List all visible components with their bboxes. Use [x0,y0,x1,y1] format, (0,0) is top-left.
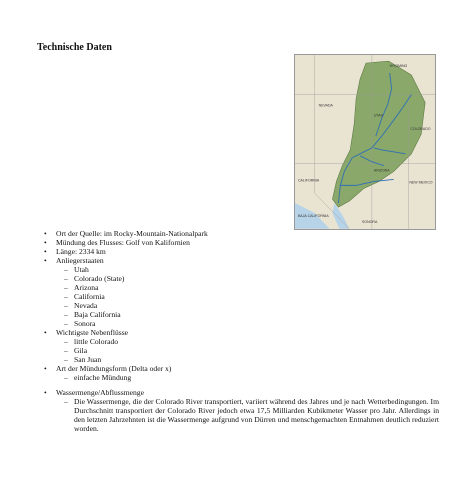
water-label: Wassermenge/Abflussmenge [56,388,144,397]
map-label-arizona: ARIZONA [373,168,390,173]
bullet-icon: • [44,247,47,256]
water-text: Die Wassermenge, die der Colorado River transportiert, variiert während des Jahres und je nach Wetterbedingungen. Im Durchschnitt transportiert der Colorado River jedoch etwa 17,5 Milliarden Kubikmeter Wasser pro Jahr. Allerdings in den letzten Jahrzehnten ist die Wassermenge aufgrund von Dürren und menschgemachten Entnahmen deutlich reduziert worden. [74,397,439,433]
state-text: Utah [74,265,89,274]
state-item: – Utah [64,265,89,274]
bullet-icon: • [44,388,47,397]
tributary-item: – Gila [64,346,88,355]
state-item: – Arizona [64,283,99,292]
basin-map-graphic [295,55,435,229]
list-item-tributaries [44,328,439,337]
mouth-type-item: – einfache Mündung [64,373,132,382]
tributary-item: – little Colorado [64,337,119,346]
state-text: Baja California [74,310,121,319]
mouth-type-label: Art der Mündungsform (Delta oder x) [56,364,172,373]
list-item-states [44,256,439,265]
map-label-utah: UTAH [373,113,384,118]
state-text: Arizona [74,283,99,292]
state-item: – Nevada [64,301,98,310]
facts-list [44,229,439,433]
state-text: California [74,292,105,301]
tributaries-label: Wichtigste Nebenflüsse [56,328,129,337]
tributary-item: – San Juan [64,355,102,364]
length-text: Länge: 2334 km [56,247,106,256]
map-label-nevada: NEVADA [318,103,333,108]
bullet-icon: • [44,256,47,265]
state-text: Nevada [74,301,98,310]
state-text: Colorado (State) [74,274,125,283]
mouth-type-text: einfache Mündung [74,373,132,382]
state-item: – Colorado (State) [64,274,125,283]
map-label-california: CALIFORNIA [297,178,320,183]
states-label: Anliegerstaaten [56,256,104,265]
map-label-colorado: COLORADO [410,127,431,132]
state-item: – Baja California [64,310,121,319]
state-text: Sonora [74,319,96,328]
bullet-icon: • [44,229,47,238]
map-label-wyoming: WYOMING [389,64,408,69]
list-item-mouth-type [44,364,439,373]
colorado-basin-map [294,54,436,230]
state-item: – Sonora [64,319,96,328]
list-item-water [44,388,439,397]
map-label-baja-california: BAJA CALIFORNIA [297,213,329,218]
bullet-icon: • [44,328,47,337]
tributary-text: Gila [74,346,88,355]
source-text: Ort der Quelle: im Rocky-Mountain-Nationalpark [56,229,208,238]
list-item-mouth [44,238,439,247]
mouth-text: Mündung des Flusses: Golf von Kalifornien [56,238,190,247]
list-item-length [44,247,439,256]
bullet-icon: • [44,238,47,247]
tributary-text: San Juan [74,355,102,364]
bullet-icon: • [44,364,47,373]
water-paragraph: – Die Wassermenge, die der Colorado River transportiert, variiert während des Jahres und je nach Wetterbedingungen. Im Durchschnitt transportiert der Colorado River jedoch etwa 17,5 Milliarden Kubikmeter Wasser pro Jahr. Allerdings in den letzten Jahrzehnten ist die Wassermenge aufgrund von Dürren und menschgemachten Entnahmen deutlich reduziert worden. [64,397,439,433]
map-label-new-mexico: NEW MEXICO [409,180,433,185]
tributary-text: little Colorado [74,337,119,346]
map-label-sonora: SONORA [362,219,378,224]
section-heading: Technische Daten [37,42,112,53]
list-item-source [44,229,439,238]
state-item: – California [64,292,105,301]
